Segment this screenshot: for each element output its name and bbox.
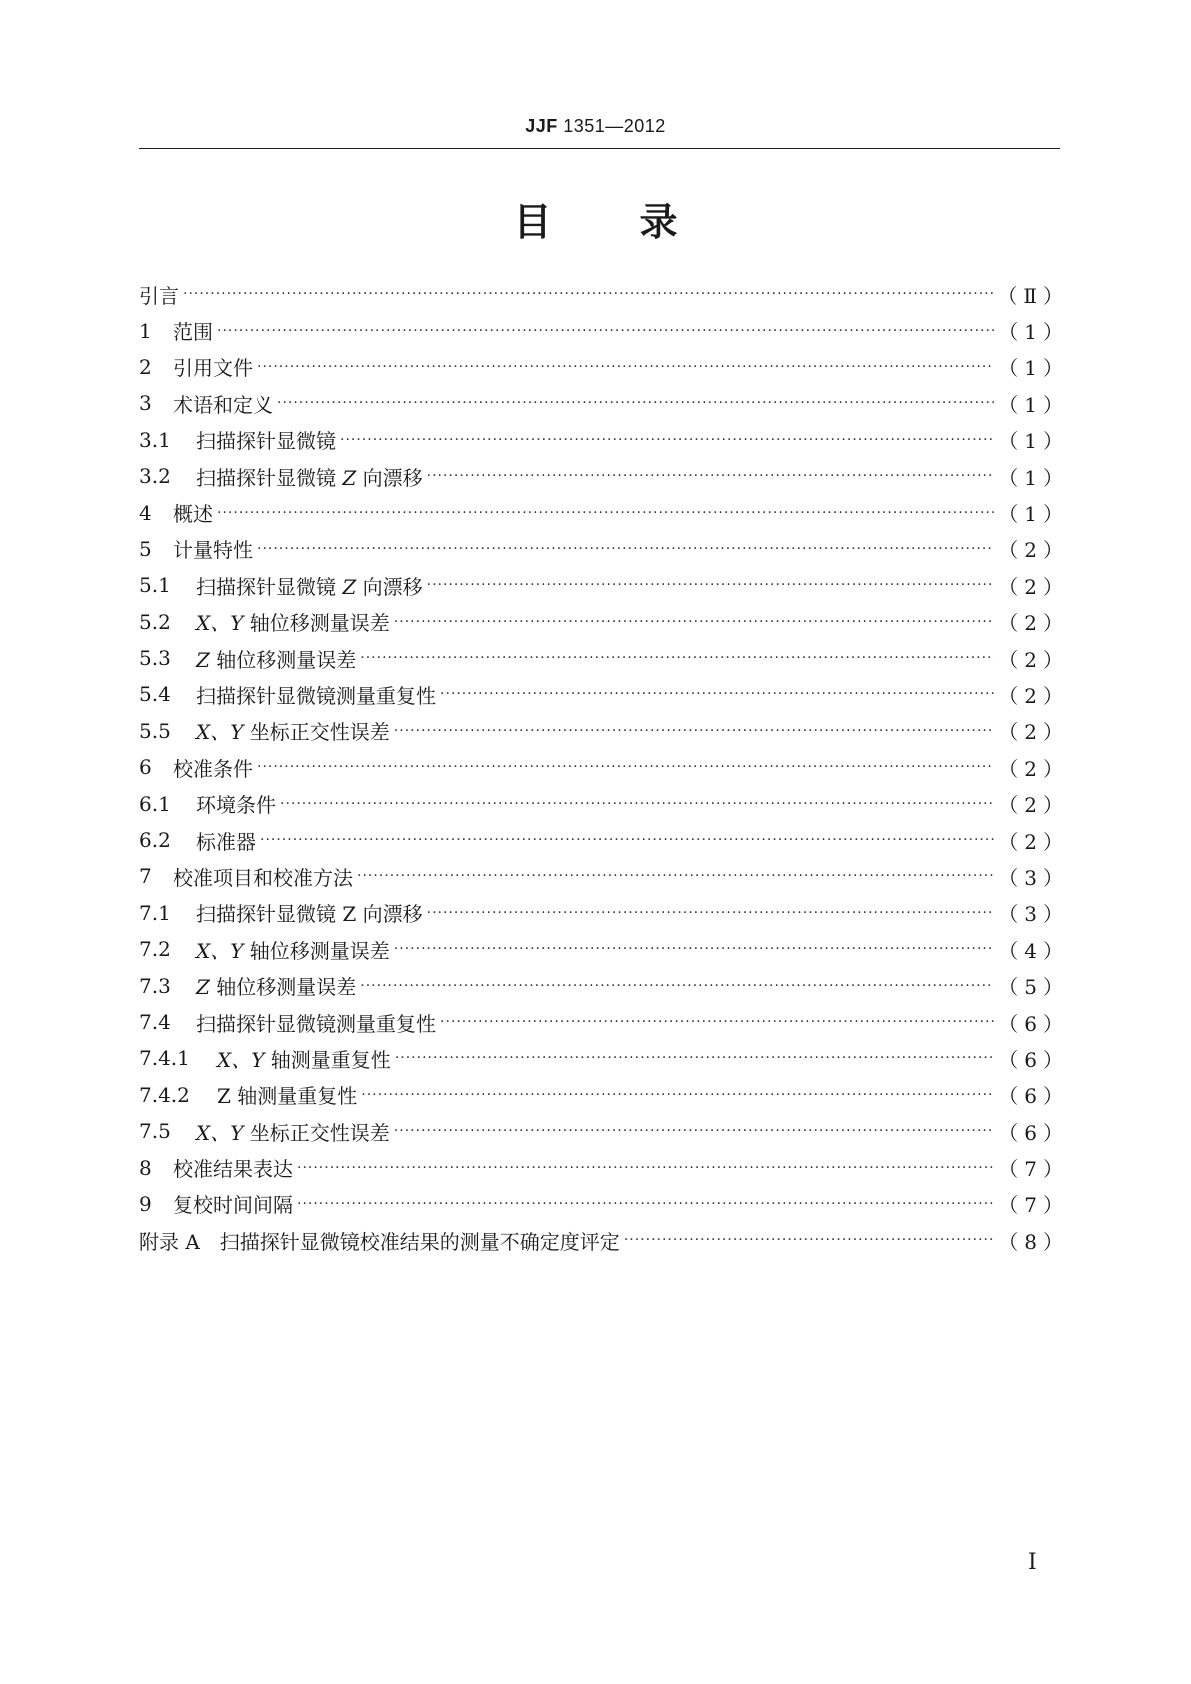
- toc-page-number: （2）: [998, 611, 1069, 636]
- toc-entry[interactable]: [139, 713, 1069, 749]
- toc-entry-title-part: 坐标正交性误差: [243, 720, 390, 745]
- toc-page-number: （3）: [998, 865, 1069, 890]
- toc-leader-dots: [394, 723, 994, 739]
- toc-entry-number: 3: [139, 391, 152, 416]
- toc-entry[interactable]: [139, 349, 1069, 385]
- toc-entry-number: 7.3: [139, 973, 171, 998]
- toc-entry-title-part: 轴位移测量误差: [243, 938, 390, 963]
- toc-entry-number: 4: [139, 500, 152, 525]
- toc-entry-number: 9: [139, 1191, 152, 1216]
- toc-page-number: （1）: [998, 356, 1069, 381]
- toc-entry-number: 1: [139, 318, 152, 343]
- toc-entry-title: [196, 971, 356, 1000]
- toc-entry-number: 6.2: [139, 828, 171, 853]
- toc-entry[interactable]: [139, 458, 1069, 494]
- toc-page-number: （2）: [998, 793, 1069, 818]
- toc-entry-title-part: Z: [196, 975, 210, 1000]
- toc-leader-dots: [257, 359, 994, 375]
- toc-entry[interactable]: [139, 531, 1069, 567]
- toc-entry[interactable]: [139, 276, 1069, 312]
- toc-entry-number: 3.2: [139, 464, 171, 489]
- toc-entry-number: 7.4.1: [139, 1046, 190, 1071]
- toc-entry[interactable]: [139, 1077, 1069, 1113]
- toc-entry-title: 计量特性: [173, 538, 253, 563]
- toc-entry-title: 标准器: [196, 829, 256, 854]
- toc-entry[interactable]: [139, 640, 1069, 676]
- toc-entry-title-part: X、Y: [196, 1120, 244, 1145]
- toc-entry-title: [217, 1044, 391, 1073]
- toc-entry[interactable]: [139, 567, 1069, 603]
- toc-entry-title-part: 扫描探针显微镜: [196, 574, 343, 599]
- toc-entry-title: [196, 935, 390, 964]
- toc-page-number: （7）: [998, 1193, 1069, 1218]
- toc-entry-title: 引用文件: [173, 356, 253, 381]
- toc-entry-title-part: X、Y: [217, 1047, 265, 1072]
- toc-entry-number: 5.2: [139, 609, 171, 634]
- toc-page-number: （Ⅱ）: [997, 283, 1069, 308]
- toc-leader-dots: [440, 1014, 994, 1030]
- toc-entry-number: 8: [139, 1155, 152, 1180]
- toc-entry-title: [196, 607, 390, 636]
- toc-entry-title-part: 向漂移: [356, 574, 423, 599]
- toc-entry[interactable]: [139, 1113, 1069, 1149]
- toc-leader-dots: [297, 1196, 994, 1212]
- toc-leader-dots: [624, 1232, 994, 1248]
- toc-leader-dots: [280, 796, 994, 812]
- toc-entry-number: 5.3: [139, 646, 171, 671]
- toc-entry-title: [196, 571, 423, 600]
- toc-leader-dots: [395, 1050, 994, 1066]
- toc-entry-title: 扫描探针显微镜测量重复性: [196, 1011, 436, 1036]
- toc-entry-title-part: 轴位移测量误差: [209, 975, 357, 1000]
- toc-entry-title: [196, 1117, 390, 1146]
- title-char-1: 目: [513, 200, 552, 244]
- toc-page-number: （6）: [998, 1011, 1069, 1036]
- toc-leader-dots: [427, 905, 995, 921]
- title-char-2: 录: [639, 200, 678, 244]
- toc-entry-number: 3.1: [139, 427, 171, 452]
- document-code-number: 1351—2012: [557, 116, 666, 136]
- toc-entry-title-part: X、Y: [196, 611, 244, 636]
- document-code-header: [0, 116, 1191, 137]
- toc-page-number: （1）: [998, 392, 1069, 417]
- toc-entry-title: 扫描探针显微镜 Z 向漂移: [196, 902, 423, 927]
- toc-entry[interactable]: [139, 1186, 1069, 1222]
- toc-entry-title-part: X、Y: [196, 938, 244, 963]
- toc-entry-title: 范围: [173, 320, 213, 345]
- toc-entry-title-part: Z: [196, 647, 210, 672]
- toc-leader-dots: [217, 505, 994, 521]
- toc-entry-title: 引言: [139, 283, 179, 308]
- toc-page-number: （2）: [998, 538, 1069, 563]
- toc-page-number: （1）: [998, 465, 1069, 490]
- toc-entry[interactable]: [139, 422, 1069, 458]
- toc-entry-title: 校准条件: [173, 756, 253, 781]
- toc-entry-number: 7: [139, 864, 152, 889]
- toc-entry-number: 5.1: [139, 573, 171, 598]
- toc-entry-title-part: Z: [342, 574, 357, 599]
- toc-entry-title-part: Z: [342, 465, 357, 490]
- toc-leader-dots: [257, 541, 994, 557]
- toc-entry[interactable]: [139, 858, 1069, 894]
- toc-entry-number: 6.1: [139, 791, 171, 816]
- toc-entry[interactable]: [139, 604, 1069, 640]
- toc-leader-dots: [277, 395, 994, 411]
- toc-page-number: （1）: [998, 429, 1069, 454]
- toc-entry[interactable]: [139, 1004, 1069, 1040]
- toc-entry-number: 7.2: [139, 937, 171, 962]
- toc-entry[interactable]: [139, 895, 1069, 931]
- toc-entry[interactable]: [139, 749, 1069, 785]
- toc-entry-number: 7.5: [139, 1119, 171, 1144]
- toc-leader-dots: [394, 1123, 994, 1139]
- toc-page-number: （8）: [998, 1229, 1069, 1254]
- toc-page-number: （7）: [998, 1157, 1069, 1182]
- toc-entry-number: 7.4: [139, 1010, 171, 1034]
- toc-entry-title: 环境条件: [196, 793, 276, 818]
- toc-entry-title-part: X、Y: [196, 720, 244, 745]
- toc-leader-dots: [427, 577, 995, 593]
- toc-page-number: （6）: [998, 1120, 1069, 1145]
- toc-entry[interactable]: [139, 1149, 1069, 1185]
- toc-entry[interactable]: [139, 676, 1069, 712]
- toc-leader-dots: [357, 868, 994, 884]
- toc-page-number: （6）: [998, 1047, 1069, 1072]
- toc-entry-number: 7.1: [139, 900, 171, 925]
- document-code-prefix: JJF: [525, 116, 558, 136]
- toc-entry-number: 7.4.2: [139, 1082, 190, 1107]
- toc-leader-dots: [260, 832, 994, 848]
- toc-leader-dots: [394, 941, 994, 957]
- toc-entry-title: [196, 462, 423, 491]
- toc-page-number: （2）: [998, 756, 1069, 781]
- toc-entry-title: 术语和定义: [173, 392, 273, 417]
- toc-entry[interactable]: [139, 312, 1069, 348]
- toc-page-number: （2）: [998, 647, 1069, 672]
- toc-entry[interactable]: [139, 822, 1069, 858]
- header-rule: [139, 148, 1060, 149]
- toc-entry-title: [196, 644, 356, 673]
- toc-entry[interactable]: [139, 494, 1069, 530]
- toc-entry-number: 2: [139, 354, 152, 379]
- toc-leader-dots: [360, 650, 994, 666]
- toc-entry-title: 概述: [173, 502, 213, 527]
- toc-entry[interactable]: [139, 967, 1069, 1003]
- toc-page-number: （6）: [998, 1084, 1069, 1109]
- toc-leader-dots: [183, 286, 993, 302]
- toc-entry-title-part: 向漂移: [356, 465, 423, 490]
- toc-entry[interactable]: [139, 785, 1069, 821]
- toc-entry-title: [196, 716, 390, 745]
- toc-page-number: （4）: [998, 938, 1069, 963]
- toc-entry-title: 校准项目和校准方法: [173, 865, 353, 890]
- toc-entry-title: Z 轴测量重复性: [217, 1084, 358, 1109]
- toc-leader-dots: [427, 468, 995, 484]
- toc-entry-title-part: 坐标正交性误差: [243, 1120, 390, 1145]
- toc-entry-title: 附录 A 扫描探针显微镜校准结果的测量不确定度评定: [139, 1229, 620, 1254]
- toc-entry-title-part: 扫描探针显微镜: [196, 465, 343, 490]
- toc-entry-title-part: 轴位移测量误差: [209, 647, 357, 672]
- toc-entry-title: 复校时间间隔: [173, 1193, 293, 1218]
- toc-entry-number: 5.5: [139, 718, 171, 743]
- toc-page-number: （1）: [998, 320, 1069, 345]
- toc-page-number: （2）: [998, 829, 1069, 854]
- toc-leader-dots: [217, 323, 994, 339]
- toc-leader-dots: [297, 1160, 994, 1176]
- toc-entry[interactable]: [139, 931, 1069, 967]
- toc-entry-title-part: 轴测量重复性: [264, 1047, 391, 1072]
- toc-page-number: （5）: [998, 975, 1069, 1000]
- page-title: [0, 196, 1191, 248]
- toc-page-number: （2）: [998, 720, 1069, 745]
- toc-leader-dots: [360, 978, 994, 994]
- toc-page-number: （2）: [998, 683, 1069, 708]
- toc-leader-dots: [361, 1087, 994, 1103]
- toc-leader-dots: [340, 432, 994, 448]
- toc-entry-title-part: 轴位移测量误差: [243, 611, 390, 636]
- toc-entry[interactable]: [139, 385, 1069, 421]
- table-of-contents: [139, 276, 1069, 1259]
- toc-entry-number: 5: [139, 536, 152, 561]
- toc-leader-dots: [257, 759, 994, 775]
- toc-page-number: （2）: [998, 574, 1069, 599]
- toc-page-number: （1）: [998, 502, 1069, 527]
- toc-page-number: （3）: [998, 902, 1069, 927]
- toc-entry[interactable]: [139, 1040, 1069, 1076]
- toc-entry-title: 扫描探针显微镜: [196, 429, 336, 454]
- toc-entry-number: 5.4: [139, 682, 171, 707]
- toc-leader-dots: [440, 686, 994, 702]
- toc-entry-title: 扫描探针显微镜测量重复性: [196, 683, 436, 708]
- page-folio: Ⅰ: [1028, 1550, 1037, 1575]
- toc-leader-dots: [394, 614, 994, 630]
- toc-entry-title: 校准结果表达: [173, 1157, 293, 1182]
- toc-entry-number: 6: [139, 755, 152, 780]
- toc-entry[interactable]: [139, 1222, 1069, 1258]
